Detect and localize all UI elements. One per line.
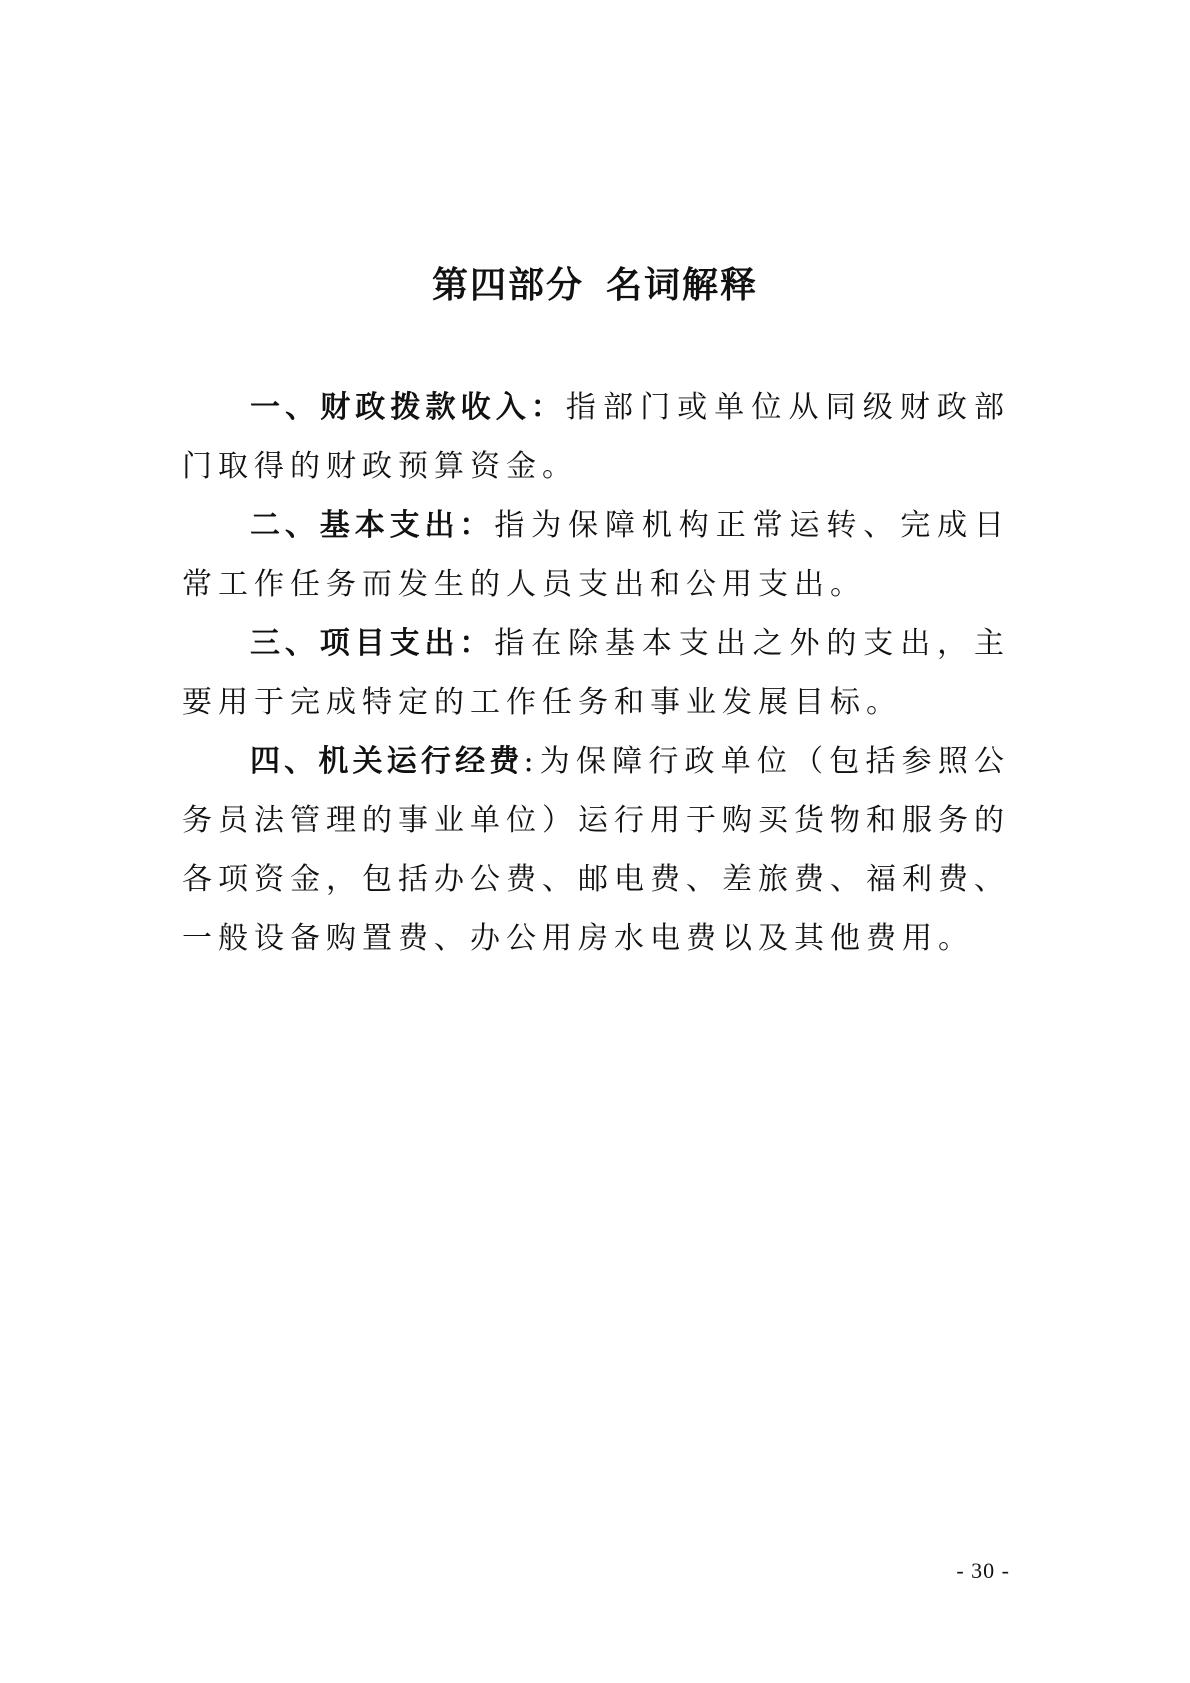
- glossary-definition: :为保障行政单位（包括参照公务员法管理的事业单位）运行用于购买货物和服务的各项资金，包括办公费、邮电费、差旅费、福利费、一般设备购置费、办公用房水电费以及其他费用。: [182, 744, 1010, 956]
- title-part: 第四部分: [431, 265, 584, 306]
- glossary-definition: 指部门或单位从同级财政部门取得的财政预算资金。: [182, 390, 1011, 484]
- glossary-entry-3: [182, 614, 1010, 732]
- glossary-entry-4: [182, 732, 1010, 968]
- glossary-entry-2: [182, 496, 1010, 614]
- glossary-term: 二、基本支出：: [250, 508, 495, 543]
- glossary-body: [182, 378, 1010, 968]
- title-name: 名词解释: [606, 265, 759, 306]
- glossary-definition: 指为保障机构正常运转、完成日常工作任务而发生的人员支出和公用支出。: [182, 508, 1011, 602]
- glossary-term: 一、财政拨款收入：: [250, 390, 566, 425]
- glossary-entry-1: [182, 378, 1010, 496]
- page-title: [0, 262, 1190, 310]
- glossary-definition: 指在除基本支出之外的支出，主要用于完成特定的工作任务和事业发展目标。: [182, 626, 1011, 720]
- glossary-term: 三、项目支出：: [250, 626, 495, 661]
- page-number: - 30 -: [956, 1558, 1010, 1583]
- glossary-term: 四、机关运行经费: [250, 744, 524, 779]
